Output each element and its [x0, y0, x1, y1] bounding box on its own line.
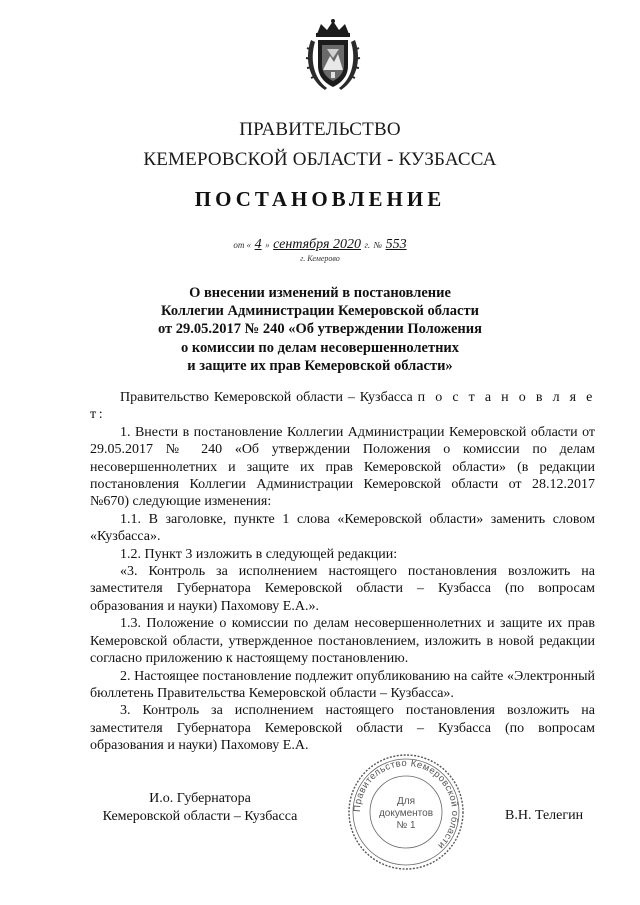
paragraph-1: 1. Внести в постановление Коллегии Администрации Кемеровской области от 29.05.2017 № 240 «Об утверждении Положения о комиссии по делам несовершеннолетних и защите их прав Кемеровской области» (в редакции постановления Коллегии Администрации Кемеровской области от 28.12.2017 №670) следующие изменения: [90, 424, 595, 510]
date-close-quote: » [265, 240, 270, 250]
paragraph-1-2-quote: «3. Контроль за исполнением настоящего постановления возложить на заместителя Губернатора Кемеровской области – Кузбасса (по вопросам образования и науки) Пахомову Е.А.». [90, 564, 595, 614]
signatory-position-line1: И.о. Губернатора [149, 791, 251, 806]
document-number-label: № [373, 240, 383, 250]
paragraph-3: 3. Контроль за исполнением настоящего постановления возложить на заместителя Губернатора Кемеровской области – Кузбасса (по вопросам образования и науки) Пахомову Е.А. [90, 703, 595, 754]
paragraph-1-2: 1.2. Пункт 3 изложить в следующей редакции: [120, 546, 398, 562]
title-line: о комиссии по делам несовершеннолетних [180, 339, 460, 356]
paragraph-2: 2. Настоящее постановление подлежит опубликованию на сайте «Электронный бюллетень Правительства Кемеровской области – Кузбасса». [90, 668, 595, 701]
official-stamp [346, 752, 466, 872]
date-from-label: от « [233, 240, 252, 250]
organization-name-line2: КЕМЕРОВСКОЙ ОБЛАСТИ - КУЗБАССА [143, 149, 497, 170]
city-label: г. Кемерово [300, 254, 340, 263]
intro-text: Правительство Кемеровской области – Кузбасса [120, 390, 413, 405]
document-body [90, 389, 595, 755]
paragraph-1-3: 1.3. Положение о комиссии по делам несовершеннолетних и защите их прав Кемеровской области, утвержденное постановлением, изложить в новой редакции согласно приложению к настоящему постановлению. [90, 616, 595, 667]
date-number-line [0, 237, 640, 253]
stamp-center-line2: документов [378, 808, 434, 819]
document-title [60, 284, 580, 375]
stamp-ring-text: Правительство Кемеровской области [351, 757, 461, 852]
signatory-position-line2: Кемеровской области – Кузбасса [102, 809, 298, 824]
date-year-suffix: г. [364, 240, 371, 250]
document-type-heading: ПОСТАНОВЛЕНИЕ [194, 187, 446, 211]
stamp-center-line1: Для [396, 796, 416, 807]
title-line: Коллегии Администрации Кемеровской области [161, 303, 479, 320]
intro-paragraph [90, 389, 595, 424]
document-number: 553 [385, 237, 407, 252]
coat-of-arms-emblem [303, 18, 363, 96]
title-line: от 29.05.2017 № 240 «Об утверждении Положения [157, 321, 482, 338]
date-month-year: сентября 2020 [273, 237, 361, 252]
intro-decision-word: п о с т а н о в л я е т: [90, 390, 595, 423]
title-line: и защите их прав Кемеровской области» [187, 357, 453, 374]
paragraph-1-1: 1.1. В заголовке, пункте 1 слова «Кемеровской области» заменить словом «Кузбасса». [90, 511, 595, 545]
stamp-center-line3: № 1 [396, 820, 416, 831]
signatory-position [85, 790, 315, 826]
title-line: О внесении изменений в постановление [189, 285, 451, 301]
date-day: 4 [254, 237, 262, 252]
organization-name-line1: ПРАВИТЕЛЬСТВО [239, 119, 401, 140]
signatory-name: В.Н. Телегин [505, 808, 584, 823]
